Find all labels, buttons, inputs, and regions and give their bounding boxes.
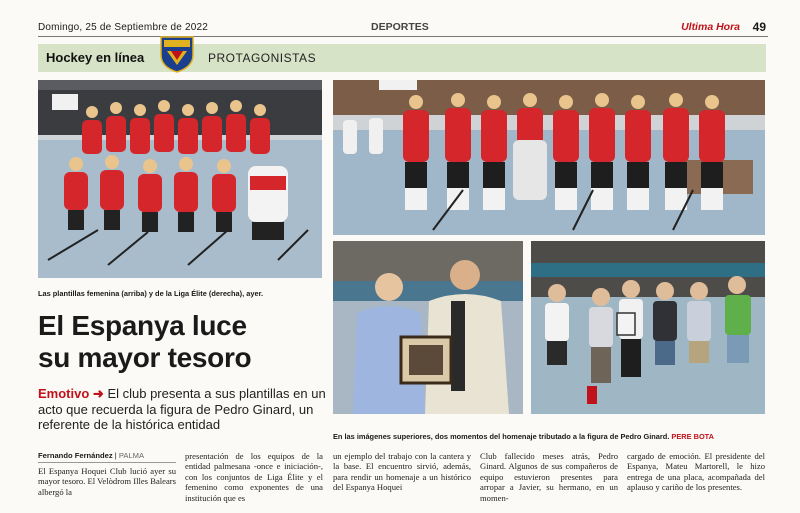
body-column-2: presentación de los equipos de la entidad palmesana -once e iniciación-, con los conjuntos de Liga Élite y el femenino como exponentes de una institución que es [185, 451, 323, 503]
deck-text: El club presenta a sus plantillas en un acto que recuerda la figura de Pedro Ginard, un referente de la histórica entidad [38, 386, 326, 432]
header-divider [38, 36, 768, 37]
headline-line-2: su mayor tesoro [38, 342, 252, 373]
plaque-handover-photo [333, 241, 523, 414]
byline-separator: | [112, 451, 119, 460]
page-header [38, 20, 768, 36]
body-column-4: Club fallecido meses atrás, Pedro Ginard. Algunos de sus compañeros de equipo estuvieron presentes para arropar a Javier, su hermano, en un momen- [480, 451, 618, 503]
women-team-photo [38, 80, 322, 278]
elite-team-photo [333, 80, 765, 235]
headline-line-1: El Espanya luce [38, 310, 247, 341]
photo-caption-bottom [333, 432, 765, 441]
body-column-1: El Espanya Hoquei Club lució ayer su mayor tesoro. El Velòdrom Illes Balears albergó la [38, 466, 176, 497]
section-bar [38, 44, 766, 72]
photo-caption-top: Las plantillas femenina (arriba) y de la Liga Élite (derecha), ayer. [38, 289, 264, 298]
publication-date: Domingo, 25 de Septiembre de 2022 [38, 22, 209, 33]
byline-place: PALMA [118, 451, 145, 460]
arrow-right-icon: ➜ [92, 386, 104, 401]
body-column-5: cargado de emoción. El presidente del Espanya, Mateu Martorell, le hizo entrega de una placa, acompañada del aplauso y cariño de los presentes. [627, 451, 765, 493]
body-column-3: un ejemplo del trabajo con la cantera y la base. El encuentro sirvió, además, para rendir un homenaje a un histórico del Espanya Hoquei [333, 451, 471, 493]
deck-tag: Emotivo [38, 386, 90, 401]
page-number: 49 [752, 20, 766, 34]
caption-bottom-text: En las imágenes superiores, dos momentos del homenaje tributado a la figura de Pedro Ginard. [333, 432, 672, 441]
article-deck [38, 386, 328, 433]
section-name: DEPORTES [371, 21, 429, 33]
newspaper-brand: Ultima Hora [681, 21, 740, 33]
tribute-group-photo [531, 241, 765, 414]
club-crest-icon [159, 35, 195, 73]
byline [38, 451, 176, 463]
article-headline [38, 310, 328, 374]
photo-credit: PERE BOTA [671, 432, 714, 441]
byline-author: Fernando Fernández [38, 451, 113, 460]
section-kicker: Hockey en línea [46, 50, 145, 65]
section-label: PROTAGONISTAS [208, 51, 317, 65]
